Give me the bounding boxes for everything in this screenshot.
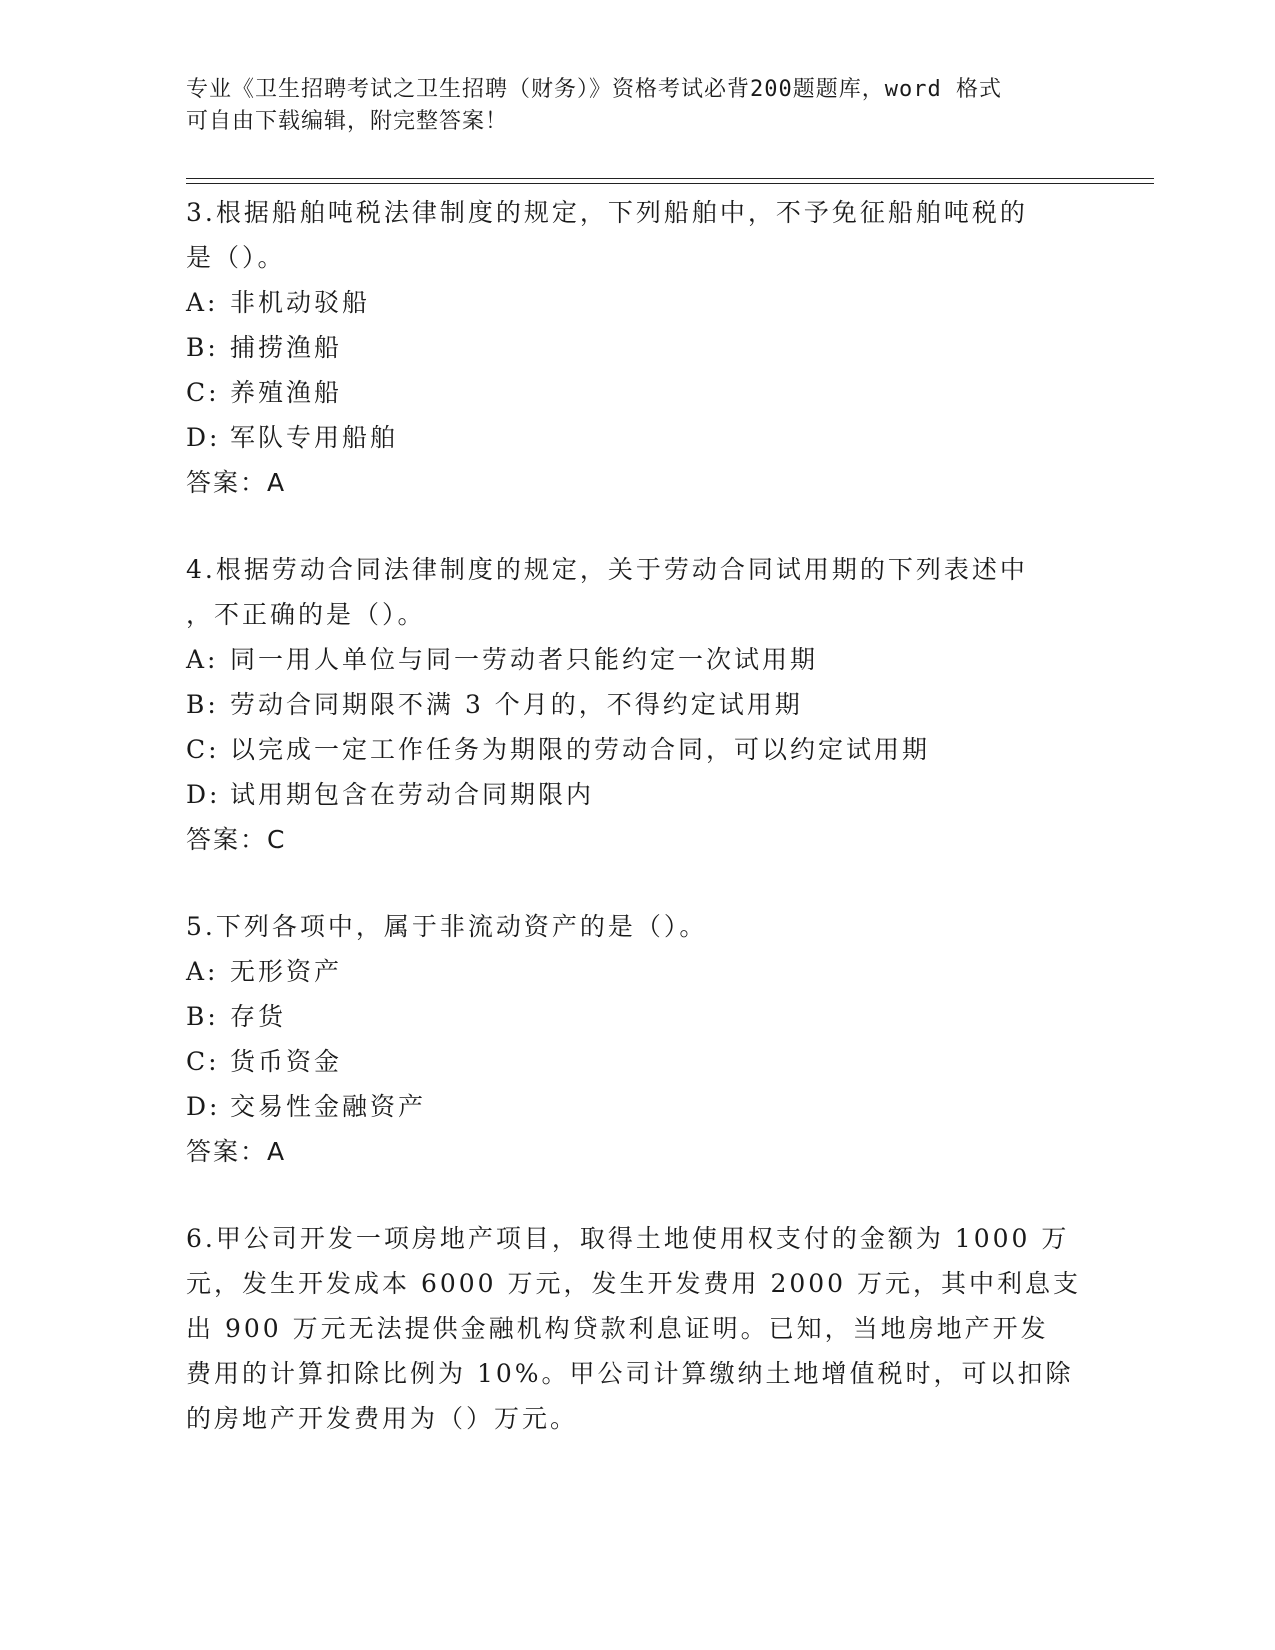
question-5 [186,904,1086,1174]
option-b [186,994,1086,1039]
option-c [186,1039,1086,1084]
option-text: 捕捞渔船 [230,333,343,362]
page-header [186,74,1066,138]
option-c [186,370,1086,415]
question-stem-line: 5.下列各项中，属于非流动资产的是（）。 [186,912,708,941]
option-text: 劳动合同期限不满 3 个月的，不得约定试用期 [230,690,803,719]
option-d [186,772,1086,817]
option-text: 以完成一定工作任务为期限的劳动合同，可以约定试用期 [230,735,931,764]
option-a [186,949,1086,994]
answer-label: 答案：C [186,825,287,854]
option-letter: A: [186,957,219,986]
question-4 [186,547,1086,862]
option-text: 试用期包含在劳动合同期限内 [230,780,595,809]
question-stem-line: 4.根据劳动合同法律制度的规定，关于劳动合同试用期的下列表述中 [186,555,1028,584]
question-stem-line: 出 900 万元无法提供金融机构贷款利息证明。已知，当地房地产开发 [186,1314,1049,1343]
question-stem-line: 的房地产开发费用为（）万元。 [186,1404,579,1433]
option-d [186,415,1086,460]
header-divider [186,178,1154,184]
option-text: 无形资产 [230,957,343,986]
option-letter: A: [186,288,219,317]
answer-label: 答案：A [186,1137,287,1166]
option-d [186,1084,1086,1129]
option-letter: C: [186,378,220,407]
option-b [186,325,1086,370]
option-letter: C: [186,1047,220,1076]
option-letter: D: [186,780,221,809]
option-text: 养殖渔船 [230,378,343,407]
option-text: 非机动驳船 [230,288,371,317]
question-stem-line: 6.甲公司开发一项房地产项目，取得土地使用权支付的金额为 1000 万 [186,1224,1070,1253]
question-6 [186,1216,1086,1441]
header-line-2: 可自由下载编辑，附完整答案！ [186,109,509,134]
option-text: 同一用人单位与同一劳动者只能约定一次试用期 [230,645,819,674]
question-stem-line: 3.根据船舶吨税法律制度的规定，下列船舶中，不予免征船舶吨税的 [186,198,1028,227]
question-3 [186,190,1086,505]
question-stem-line: 费用的计算扣除比例为 10%。甲公司计算缴纳土地增值税时，可以扣除 [186,1359,1074,1388]
option-a [186,637,1086,682]
option-text: 货币资金 [230,1047,343,1076]
option-c [186,727,1086,772]
option-letter: D: [186,1092,221,1121]
option-letter: B: [186,690,219,719]
question-list [186,190,1086,1483]
option-text: 交易性金融资产 [230,1092,427,1121]
question-stem-line: ，不正确的是（）。 [186,600,426,629]
answer-label: 答案：A [186,468,287,497]
option-letter: C: [186,735,220,764]
option-letter: D: [186,423,221,452]
option-letter: A: [186,645,219,674]
question-stem-line: 是（）。 [186,243,286,272]
option-b [186,682,1086,727]
option-letter: B: [186,1002,219,1031]
question-stem-line: 元，发生开发成本 6000 万元，发生开发费用 2000 万元，其中利息支 [186,1269,1082,1298]
option-letter: B: [186,333,219,362]
header-line-1: 专业《卫生招聘考试之卫生招聘（财务）》资格考试必背200题题库，word 格式 [186,77,1002,102]
option-text: 军队专用船舶 [230,423,399,452]
option-text: 存货 [230,1002,287,1031]
option-a [186,280,1086,325]
